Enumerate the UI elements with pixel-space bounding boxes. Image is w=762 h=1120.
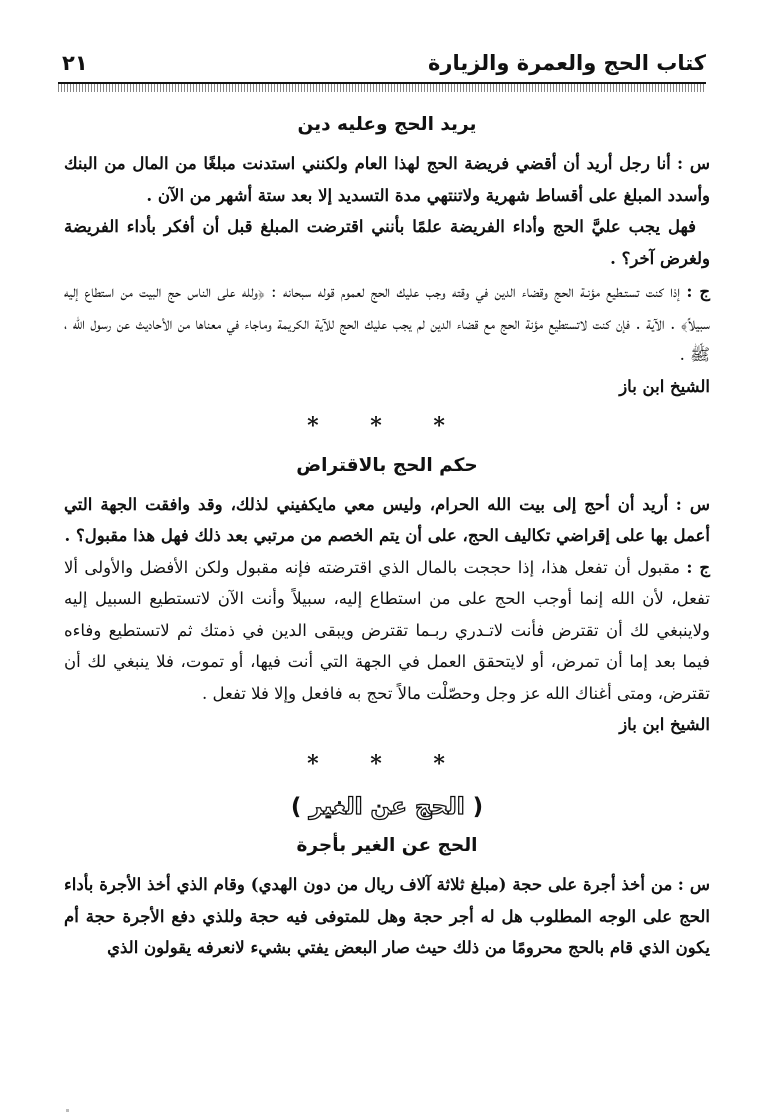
section-heading-debt: يريد الحج وعليه دين [297, 114, 477, 135]
page-header [62, 44, 706, 82]
signature: الشيخ ابن باز [619, 376, 710, 396]
chapter-title-open: ( [472, 794, 484, 820]
answer-text: إذا كنت تستـطيع مؤنـة الحج وقضاء الدين في وقته وجب عليك الحج لعموم قوله سبحانه : ﴿ولله على الناس حج البيت من استطاع إليه سبيلاً﴾ . الآية . فإن كنت لاتستطيع مؤنة الحج مع قضاء الدين لم يجب عليك الحج للآية الكريمة وماجاء في معناها من الأحاديث عن رسول الله ، ﷺ . [64, 282, 710, 364]
page-number: ٢١ [62, 51, 88, 75]
answer-paragraph [64, 552, 710, 710]
question-label: س : [677, 875, 710, 894]
section-divider-stars: * * * [307, 751, 467, 777]
answer-label: ج : [686, 282, 710, 301]
question-label: س : [677, 154, 710, 173]
section-divider-stars: * * * [307, 412, 467, 439]
answer-text: مقبول أن تفعل هذا، إذا حججت بالمال الذي اقترضته فإنه مقبول ولكن الأفضل والأولى ألا تفعل، لأن الله إنما أوجب الحج على من استطاع إليه، سبيلاً وأنت الآن لاتستطيع السبيل إليه ولاينبغي لك أن تقترض فأنت لاتـدري ربـما تقترض ويبقى الدين في ذمتك ثم لاتستطيع وفاءه فيما بعد إما أن تمرض، أو لايتحقق العمل في الجهة التي أنت فيها، أو تموت، فلا ينبغي لك أن تقترض، ومتى أغناك الله عز وجل وحصّلْت مالاً تحج به فافعل وإلا فلا تفعل . [64, 557, 710, 703]
question-paragraph [64, 148, 710, 211]
answer-paragraph [64, 276, 710, 371]
section-heading-paid-proxy: الحج عن الغير بأجرة [296, 835, 478, 856]
page-content [64, 108, 710, 964]
answer-label: ج : [686, 557, 710, 577]
question-label: س : [675, 494, 710, 514]
header-rule [58, 82, 706, 92]
question-paragraph [64, 869, 710, 964]
scan-speck [66, 1109, 69, 1112]
question-paragraph [64, 489, 710, 552]
question-text: من أخذ أجرة على حجة (مبلغ ثلاثة آلاف ريال من دون الهدي) وقام الذي أخذ الأجرة بأداء الحج على الوجه المطلوب هل له أجر حجة وهل للمتوفى فيه حجة وللذي دفع الأجرة حجة أم يكون الذي قام بالحج محرومًا من ذلك حيث صار البعض يفتي بشيء لانعرفه يقولون الذي [64, 875, 710, 957]
question-text: أنا رجل أريد أن أقضي فريضة الحج لهذا العام ولكنني استدنت مبلغًا من المال من البنك وأسدد المبلغ على أقساط شهرية ولاتنتهي مدة التسديد إلا بعد ستة أشهر من الآن . [64, 154, 710, 205]
section-heading-loan: حكم الحج بالاقتراض [296, 454, 478, 476]
chapter-title-text: الحج عن الغير [309, 794, 465, 820]
running-title: كتاب الحج والعمرة والزيارة [427, 51, 706, 75]
chapter-title [64, 787, 710, 827]
question-followup: فهل يجب عليَّ الحج وأداء الفريضة علمًا بأنني اقترضت المبلغ قبل أن أفكر بأداء الفريضة ولغرض آخر؟ . [64, 217, 710, 268]
chapter-title-close: ) [290, 794, 302, 820]
signature: الشيخ ابن باز [619, 715, 710, 734]
question-text: أريد أن أحج إلى بيت الله الحرام، وليس معي مايكفيني لذلك، وقد وافقت الجهة التي أعمل بها على إقراضي تكاليف الحج، على أن يتم الخصم من مرتبي بعد ذلك فهل هذا مقبول؟ . [64, 494, 710, 545]
